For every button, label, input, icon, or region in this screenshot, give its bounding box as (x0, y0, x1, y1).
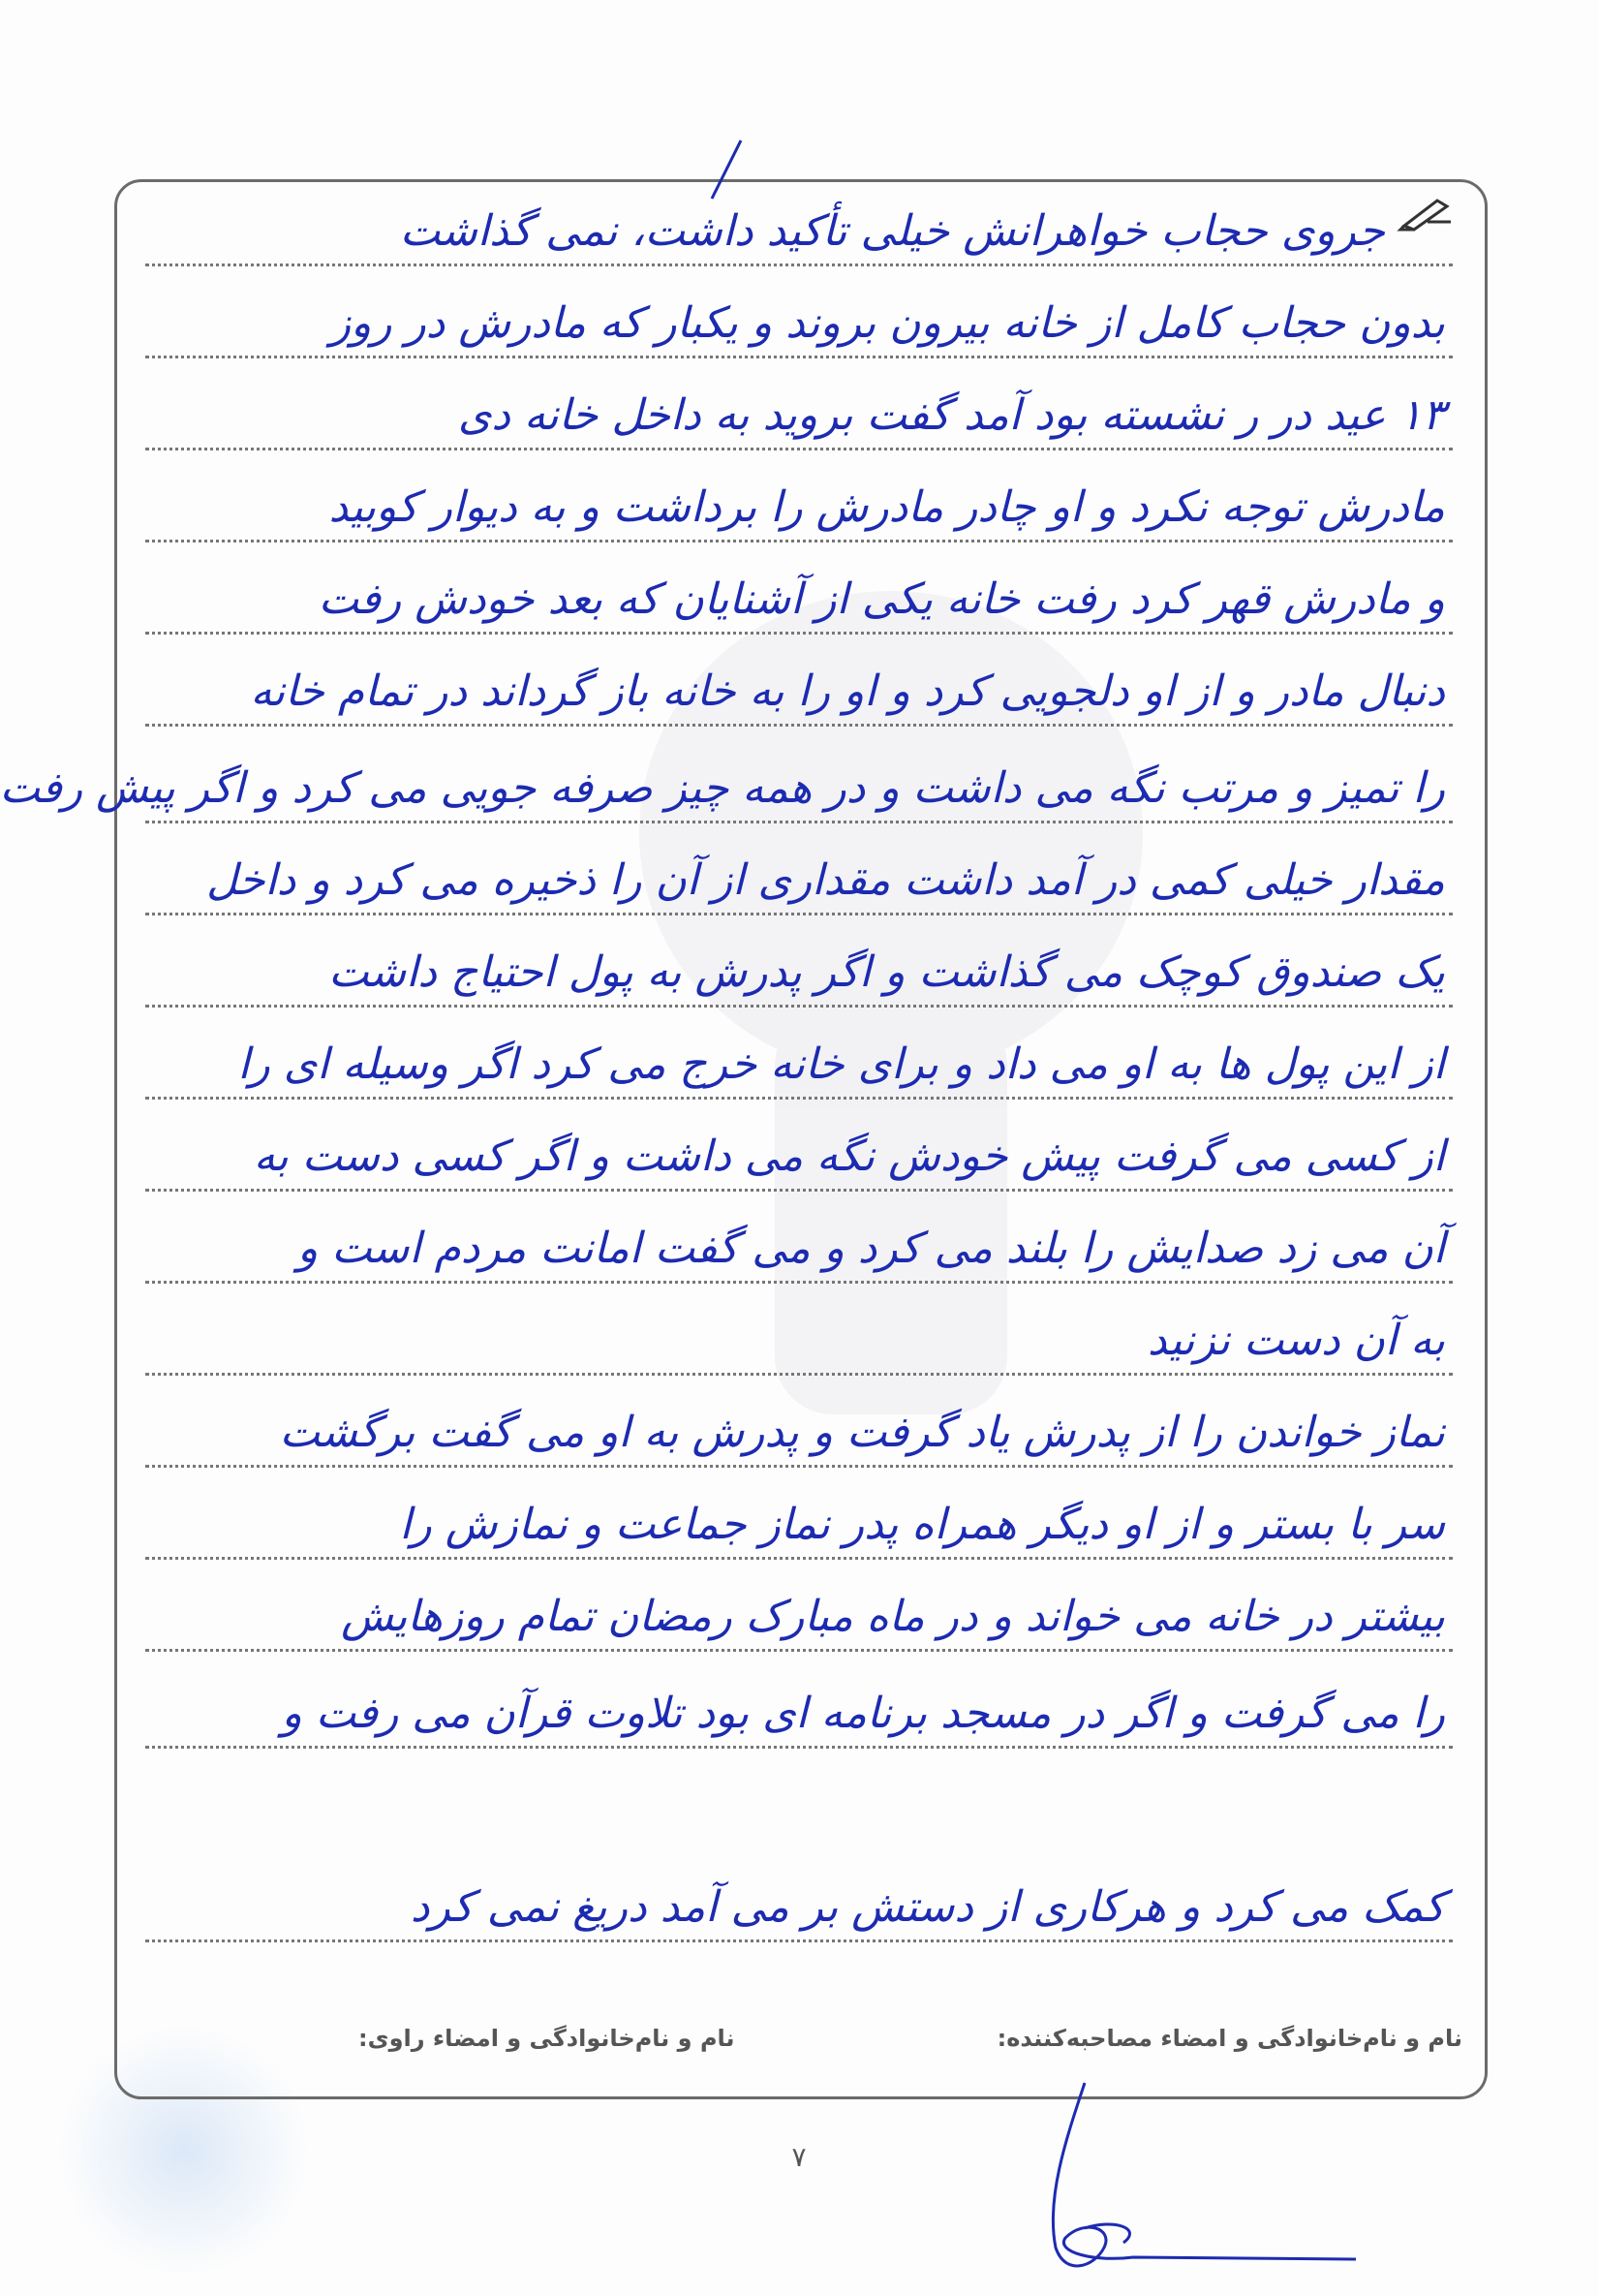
page-number: ۷ (791, 2141, 807, 2173)
handwritten-line (145, 1482, 1453, 1569)
narrator-signature-label: نام و نام‌خانوادگی و امضاء راوی: (358, 2025, 735, 2052)
handwritten-text: را می گرفت و اگر در مسجد برنامه ای بود تلاوت قرآن می رفت و (281, 1689, 1445, 1738)
handwritten-text: کمک می کرد و هرکاری از دستش بر می آمد دریغ نمی کرد (410, 1882, 1445, 1932)
handwritten-text: ۱۳ عید در ر نشسته بود آمد گفت بروید به داخل خانه دی (457, 390, 1445, 440)
dotted-rule (145, 1373, 1453, 1376)
interviewer-signature-label: نام و نام‌خانوادگی و امضاء مصاحبه‌کننده: (997, 2025, 1462, 2052)
dotted-rule (145, 264, 1453, 266)
handwritten-line (145, 930, 1453, 1017)
handwritten-text: جروی حجاب خواهرانش خیلی تأکید داشت، نمی گذاشت (399, 206, 1385, 256)
handwritten-text: از این پول ها به او می داد و برای خانه خرج می کرد اگر وسیله ای را (237, 1039, 1445, 1089)
handwritten-line (145, 838, 1453, 925)
handwritten-line (145, 281, 1453, 368)
dotted-rule (145, 1189, 1453, 1192)
dotted-rule (145, 1005, 1453, 1008)
handwritten-line (145, 1865, 1453, 1952)
handwritten-line (145, 189, 1453, 276)
handwritten-text: سر با بستر و از او دیگر همراه پدر نماز جماعت و نمازش را (399, 1500, 1445, 1549)
dotted-rule (145, 540, 1453, 543)
dotted-rule (145, 356, 1453, 358)
dotted-rule (145, 1097, 1453, 1100)
handwritten-line (145, 1298, 1453, 1385)
dotted-rule (145, 1939, 1453, 1942)
handwritten-line (145, 1206, 1453, 1293)
handwritten-text: بیشتر در خانه می خواند و در ماه مبارک رمضان تمام روزهایش (341, 1592, 1445, 1641)
dotted-rule (145, 632, 1453, 635)
handwritten-line (145, 1114, 1453, 1201)
handwritten-text: دنبال مادر و از او دلجویی کرد و او را به خانه باز گرداند در تمام خانه (250, 667, 1445, 716)
dotted-rule (145, 1465, 1453, 1468)
handwritten-text: از کسی می گرفت پیش خودش نگه می داشت و اگر کسی دست به (253, 1132, 1445, 1181)
dotted-rule (145, 1649, 1453, 1652)
handwritten-line (0, 746, 1453, 833)
dotted-rule (145, 1746, 1453, 1749)
dotted-rule (145, 1281, 1453, 1284)
handwritten-text: یک صندوق کوچک می گذاشت و اگر پدرش به پول احتیاج داشت (328, 947, 1445, 997)
dotted-rule (145, 913, 1453, 915)
dotted-rule (145, 724, 1453, 727)
handwritten-text: آن می زد صدایش را بلند می کرد و می گفت امانت مردم است و (297, 1224, 1445, 1273)
handwritten-line (145, 1671, 1453, 1758)
handwritten-line (145, 649, 1453, 736)
handwritten-text: و مادرش قهر کرد رفت خانه یکی از آشنایان که بعد خودش رفت (318, 574, 1445, 624)
handwritten-text: بدون حجاب کامل از خانه بیرون بروند و یکبار که مادرش در روز (329, 298, 1445, 348)
handwritten-text: را تمیز و مرتب نگه می داشت و در همه چیز صرفه جویی می کرد و اگر پیش رفت (0, 763, 1445, 813)
handwritten-line (145, 373, 1453, 460)
handwritten-text: به آن دست نزنید (1147, 1316, 1445, 1365)
handwritten-signature (1027, 2083, 1375, 2296)
handwritten-line (145, 1574, 1453, 1661)
handwritten-line (145, 1022, 1453, 1109)
handwritten-text: مادرش توجه نکرد و او چادر مادرش را برداشت و به دیوار کوبید (328, 482, 1445, 532)
handwritten-line (145, 1390, 1453, 1477)
handwritten-line (145, 557, 1453, 644)
handwritten-text: نماز خواندن را از پدرش یاد گرفت و پدرش به او می گفت برگشت (279, 1408, 1445, 1457)
handwritten-line (145, 465, 1453, 552)
handwritten-text: مقدار خیلی کمی در آمد داشت مقداری از آن را ذخیره می کرد و داخل (206, 855, 1445, 905)
dotted-rule (145, 1557, 1453, 1560)
dotted-rule (145, 821, 1453, 823)
pen-writing-icon (1398, 193, 1453, 232)
dotted-rule (145, 448, 1453, 450)
